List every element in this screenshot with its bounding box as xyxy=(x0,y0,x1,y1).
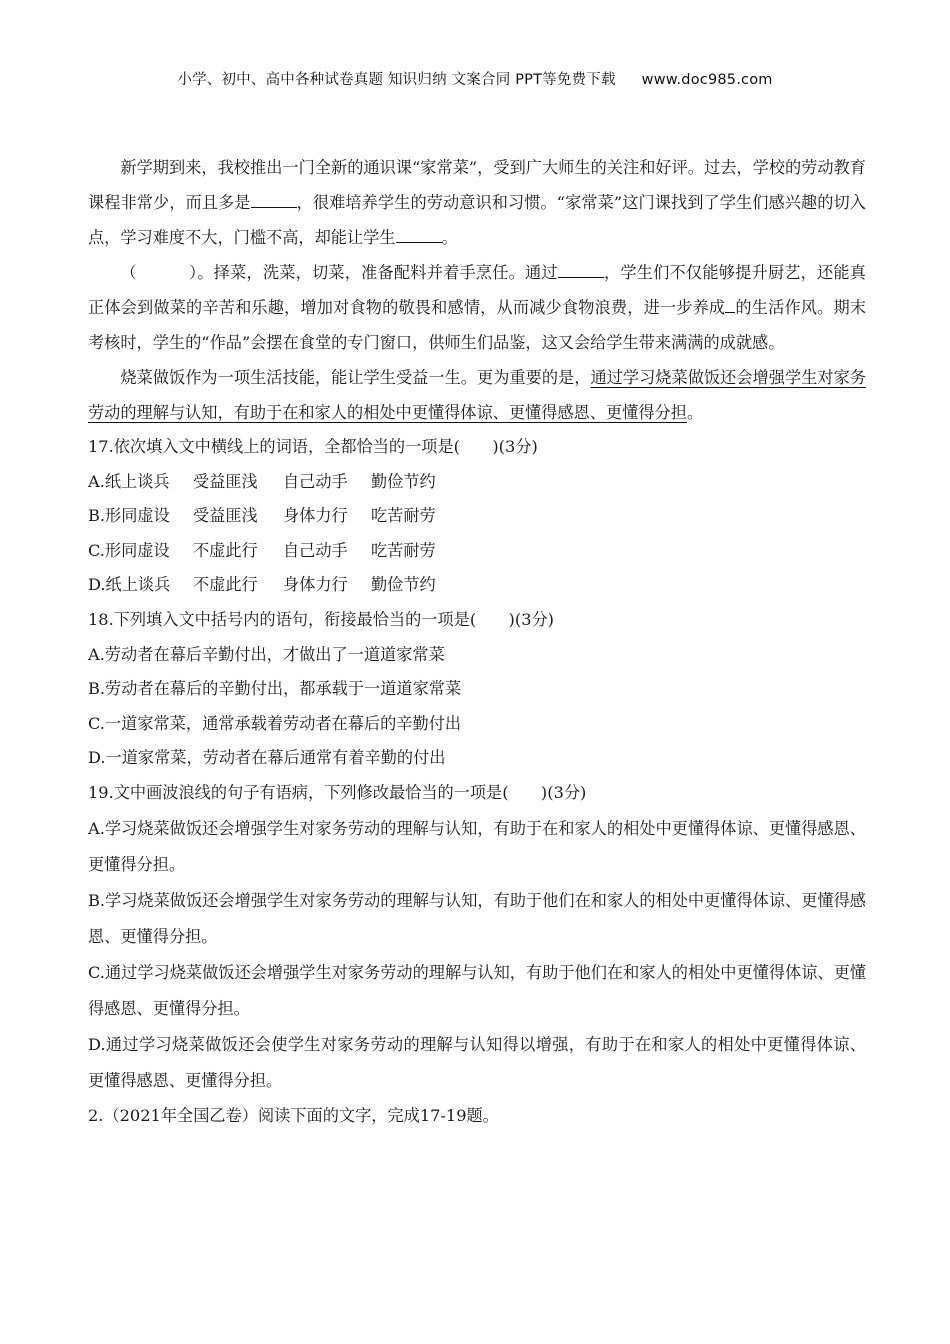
passage-paragraph-1: 新学期到来，我校推出一门全新的通识课“家常菜”，受到广大师生的关注和好评。过去，学校的劳动教育课程非常少，而且多是 ，很难培养学生的劳动意识和习惯。“家常菜”这门课找到了学生们感兴趣的切入点，学习难度不大，门槛不高，却能让学生 。 xyxy=(88,158,866,247)
fill-blank-2 xyxy=(396,225,442,243)
q19-option-d: D.通过学习烧菜做饭还会使学生对家务劳动的理解与认知得以增强，有助于在和家人的相处中更懂得体谅、更懂得感恩、更懂得分担。 xyxy=(88,1034,866,1090)
q19-option-b: B.学习烧菜做饭还会增强学生对家务劳动的理解与认知，有助于他们在和家人的相处中更懂得体谅、更懂得感恩、更懂得分担。 xyxy=(88,890,866,946)
page-header xyxy=(0,68,950,89)
question-17-stem: 17.依次填入文中横线上的词语，全都恰当的一项是( )(3分) xyxy=(88,437,538,456)
q17-option-c: C.形同虚设 不虚此行 自己动手 吃苦耐劳 xyxy=(88,540,436,560)
next-question-heading: 2.（2021年全国乙卷）阅读下面的文字，完成17-19题。 xyxy=(88,1105,499,1125)
header-text: 小学、初中、高中各种试卷真题 知识归纳 文案合同 PPT等免费下载 xyxy=(177,72,616,88)
q19-option-a: A.学习烧菜做饭还会增强学生对家务劳动的理解与认知，有助于在和家人的相处中更懂得体谅、更懂得感恩、更懂得分担。 xyxy=(88,818,866,874)
fill-blank-3 xyxy=(558,260,604,278)
document-body xyxy=(88,150,866,1133)
q17-option-d: D.纸上谈兵 不虚此行 身体力行 勤俭节约 xyxy=(88,575,436,595)
q17-option-b: B.形同虚设 受益匪浅 身体力行 吃苦耐劳 xyxy=(88,506,436,526)
header-site-link[interactable]: www.doc985.com xyxy=(641,72,773,88)
question-18-stem: 18.下列填入文中括号内的语句，衔接最恰当的一项是( )(3分) xyxy=(88,609,554,629)
question-19-stem: 19.文中画波浪线的句子有语病，下列修改最恰当的一项是( )(3分) xyxy=(88,782,587,802)
q18-option-c: C.一道家常菜，通常承载着劳动者在幕后的辛勤付出 xyxy=(88,713,462,733)
passage-paragraph-3: 烧菜做饭作为一项生活技能，能让学生受益一生。更为重要的是，通过学习烧菜做饭还会增强学生对家务劳动的理解与认知，有助于在和家人的相处中更懂得体谅、更懂得感恩、更懂得分担。 xyxy=(88,368,867,422)
passage-paragraph-2: （ ）。择菜，洗菜，切菜，准备配料并着手烹任。通过 ，学生们不仅能够提升厨艺，还能真正体会到做菜的辛苦和乐趣，增加对食物的敬畏和感情，从而减少食物浪费，进一步养成 的生活作风。期末考核时，学生的“作品”会摆在食堂的专门窗口，供师生们品鉴，这又会给学生带来满满的成就感。 xyxy=(88,255,866,360)
q18-option-a: A.劳动者在幕后辛勤付出，才做出了一道道家常菜 xyxy=(88,644,445,664)
fill-blank-4 xyxy=(725,295,735,313)
q18-option-d: D.一道家常菜，劳动者在幕后通常有着辛勤的付出 xyxy=(88,748,446,768)
q17-option-a: A.纸上谈兵 受益匪浅 自己动手 勤俭节约 xyxy=(88,471,436,491)
q19-option-c: C.通过学习烧菜做饭还会增强学生对家务劳动的理解与认知，有助于他们在和家人的相处中更懂得体谅、更懂得感恩、更懂得分担。 xyxy=(88,962,866,1018)
q18-option-b: B.劳动者在幕后的辛勤付出，都承载于一道道家常菜 xyxy=(88,679,462,699)
wavy-underlined-sentence: 通过学习烧菜做饭还会增强学生对家务劳动的理解与认知，有助于在和家人的相处中更懂得体谅、更懂得感恩、更懂得分担 xyxy=(88,368,867,422)
fill-blank-1 xyxy=(251,190,297,208)
